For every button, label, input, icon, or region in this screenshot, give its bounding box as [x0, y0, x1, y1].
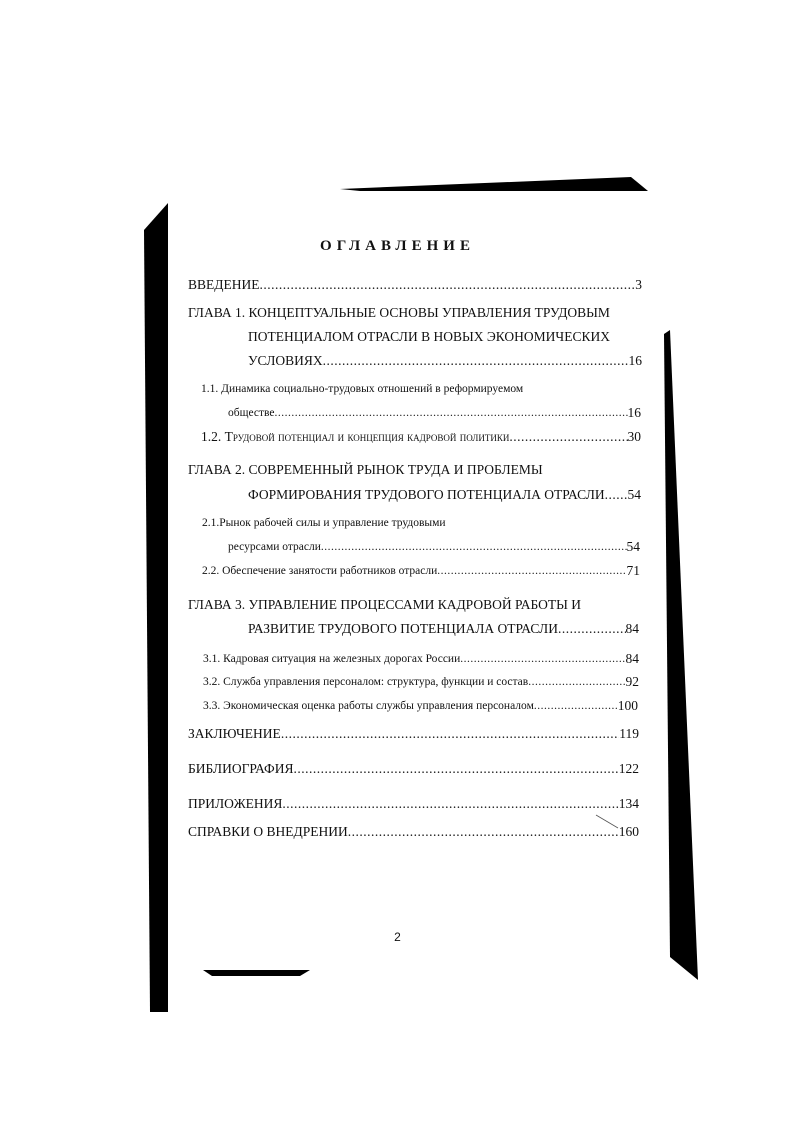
top-edge-artifact: [340, 177, 648, 191]
toc-section-1-2[interactable]: 1.2. Трудовой потенциал и концепция кадровой политики ..... 30: [201, 428, 641, 446]
toc-entry-introduction[interactable]: ВВЕДЕНИЕ ..... 3: [188, 276, 642, 294]
toc-section-3-3[interactable]: 3.3. Экономическая оценка работы службы управления персоналом ..... 100: [203, 697, 638, 715]
toc-chapter-1-line-3[interactable]: УСЛОВИЯХ ..... 16: [248, 352, 642, 370]
toc-chapter-3-line-1[interactable]: ГЛАВА 3. УПРАВЛЕНИЕ ПРОЦЕССАМИ КАДРОВОЙ РАБОТЫ И: [188, 597, 582, 612]
toc-chapter-3-line-2[interactable]: РАЗВИТИЕ ТРУДОВОГО ПОТЕНЦИАЛА ОТРАСЛИ ..... 84: [248, 620, 639, 638]
toc-section-1-1-line-1[interactable]: 1.1. Динамика социально-трудовых отношений в реформируемом: [201, 383, 524, 395]
toc-entry-implementation-certificates[interactable]: СПРАВКИ О ВНЕДРЕНИИ ..... 160: [188, 823, 639, 841]
toc-chapter-2-line-1[interactable]: ГЛАВА 2. СОВРЕМЕННЫЙ РЫНОК ТРУДА И ПРОБЛЕМЫ: [188, 462, 543, 477]
page-number: 2: [394, 930, 401, 944]
toc-entry-appendices[interactable]: ПРИЛОЖЕНИЯ ..... 134: [188, 795, 639, 813]
toc-section-1-1-line-2[interactable]: обществе ..... 16: [228, 404, 641, 422]
left-edge-artifact: [144, 203, 168, 1012]
toc-section-2-2[interactable]: 2.2. Обеспечение занятости работников отрасли ..... 71: [202, 562, 640, 580]
toc-section-3-2[interactable]: 3.2. Служба управления персоналом: структура, функции и состав ..... 92: [203, 673, 639, 691]
right-edge-artifact: [664, 330, 698, 980]
toc-section-2-1-line-1[interactable]: 2.1.Рынок рабочей силы и управление трудовыми: [202, 517, 446, 529]
toc-chapter-1-line-2[interactable]: ПОТЕНЦИАЛОМ ОТРАСЛИ В НОВЫХ ЭКОНОМИЧЕСКИХ: [248, 329, 610, 344]
toc-chapter-1-line-1[interactable]: ГЛАВА 1. КОНЦЕПТУАЛЬНЫЕ ОСНОВЫ УПРАВЛЕНИЯ ТРУДОВЫМ: [188, 305, 610, 320]
bottom-edge-artifact: [203, 970, 310, 976]
toc-entry-conclusion[interactable]: ЗАКЛЮЧЕНИЕ ..... 119: [188, 725, 639, 743]
toc-entry-bibliography[interactable]: БИБЛИОГРАФИЯ ..... 122: [188, 760, 639, 778]
toc-section-2-1-line-2[interactable]: ресурсами отрасли ..... 54: [228, 538, 640, 556]
toc-chapter-2-line-2[interactable]: ФОРМИРОВАНИЯ ТРУДОВОГО ПОТЕНЦИАЛА ОТРАСЛИ ..... 54: [248, 486, 641, 504]
toc-section-3-1[interactable]: 3.1. Кадровая ситуация на железных дорогах России ..... 84: [203, 650, 639, 668]
toc-heading: ОГЛАВЛЕНИЕ: [320, 238, 475, 254]
